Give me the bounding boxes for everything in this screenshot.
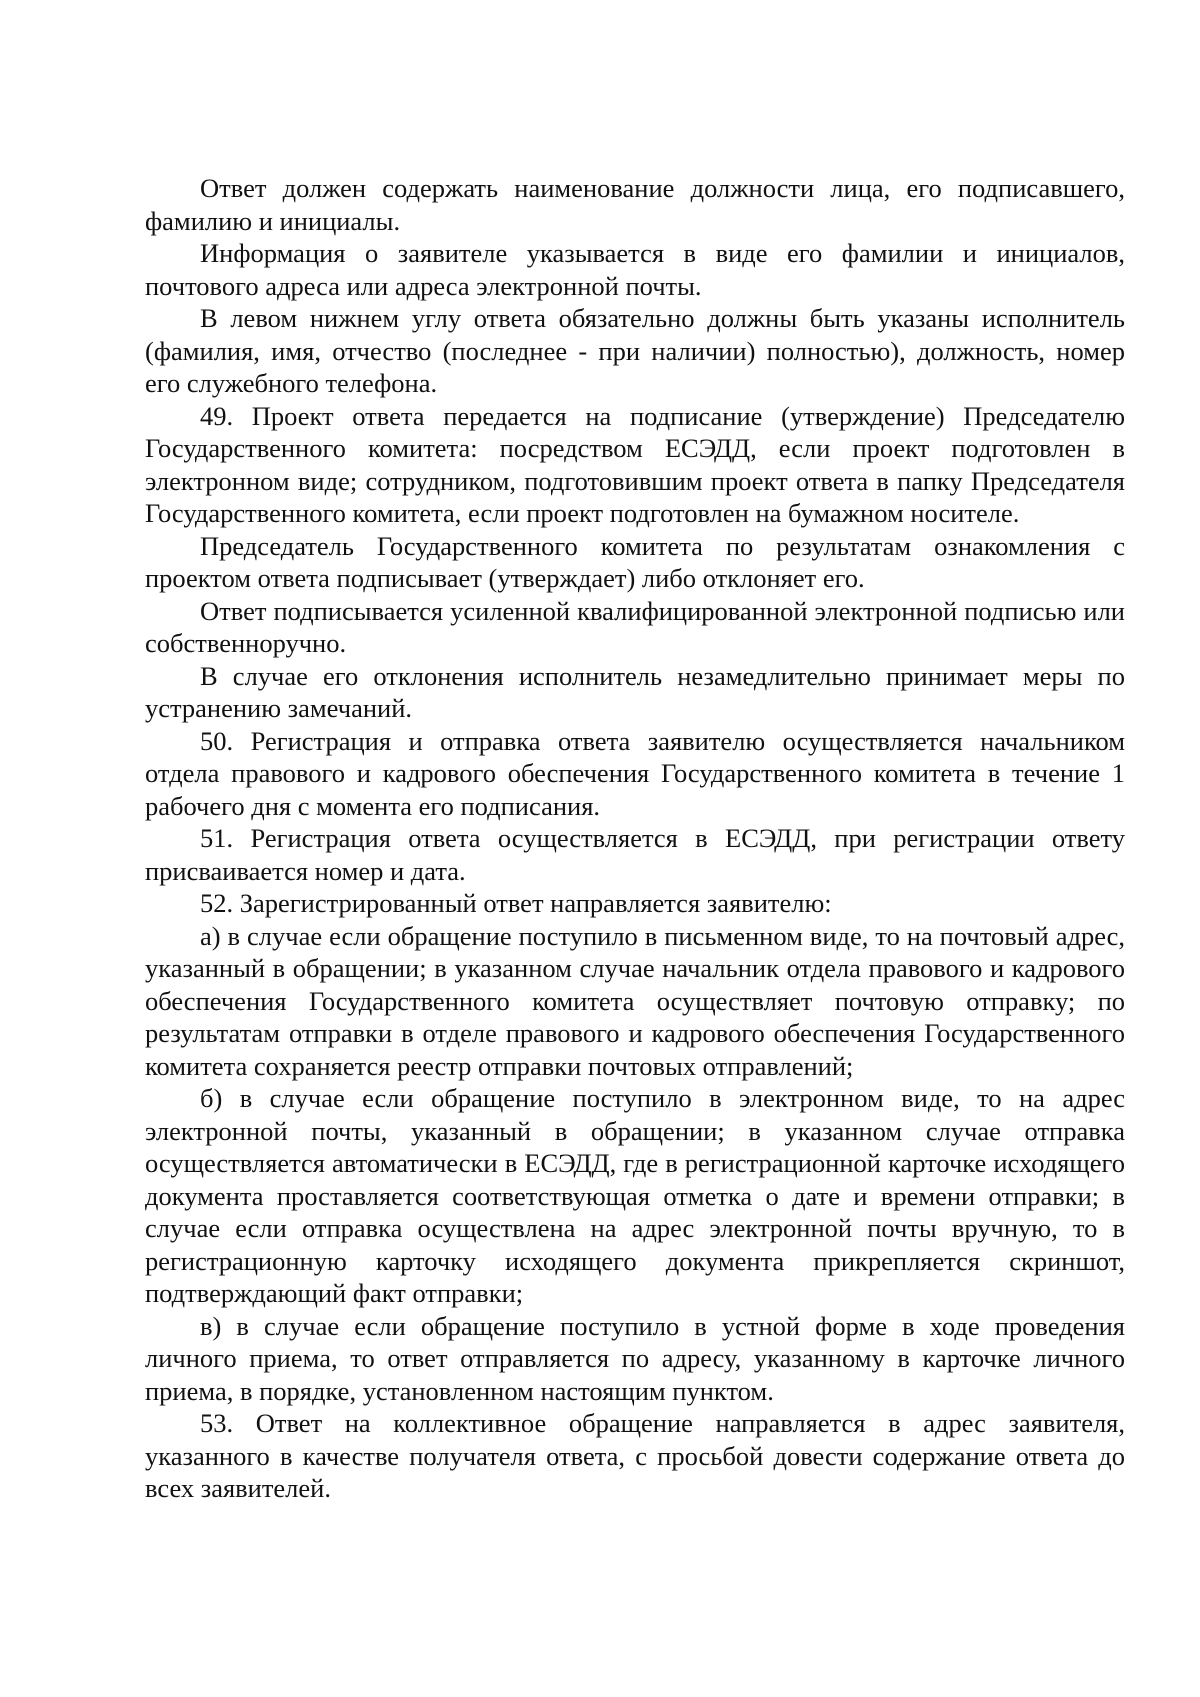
paragraph-50: 50. Регистрация и отправка ответа заявителю осуществляется начальником отдела правового и кадрового обеспечения Государственного комитета в течение 1 рабочего дня с момента его подписания. [145,725,1125,821]
document-page [145,172,1125,1505]
paragraph-53: 53. Ответ на коллективное обращение направляется в адрес заявителя, указанного в качестве получателя ответа, с просьбой довести содержание ответа до всех заявителей. [145,1408,1125,1503]
paragraph-signature-requirements: Ответ должен содержать наименование должности лица, его подписавшего, фамилию и инициалы. [145,173,1125,236]
paragraph-52: 52. Зарегистрированный ответ направляется заявителю: [200,888,832,918]
paragraph-rejection: В случае его отклонения исполнитель незамедлительно принимает меры по устранению замечаний. [145,660,1125,723]
paragraph-applicant-info: Информация о заявителе указывается в виде его фамилии и инициалов, почтового адреса или адреса электронной почты. [145,238,1125,301]
paragraph-executor-info: В левом нижнем углу ответа обязательно должны быть указаны исполнитель (фамилия, имя, отчество (последнее - при наличии) полностью), должность, номер его служебного телефона. [145,303,1125,398]
paragraph-52-b: б) в случае если обращение поступило в электронном виде, то на адрес электронной почты, указанный в обращении; в указанном случае отправка осуществляется автоматически в ЕСЭДД, где в регистрационной карточке исходящего документа проставляется соответствующая отметка о дате и времени отправки; в случае если отправка осуществлена на адрес электронной почты вручную, то в регистрационную карточку исходящего документа прикрепляется скриншот, подтверждающий факт отправки; [145,1083,1125,1308]
paragraph-52-v: в) в случае если обращение поступило в устной форме в ходе проведения личного приема, то ответ отправляется по адресу, указанному в карточке личного приема, в порядке, установленном настоящим пунктом. [145,1310,1125,1406]
paragraph-chairman-review: Председатель Государственного комитета по результатам ознакомления с проектом ответа подписывает (утверждает) либо отклоняет его. [145,530,1125,593]
paragraph-signing-method: Ответ подписывается усиленной квалифицированной электронной подписью или собственноручно. [145,595,1125,658]
paragraph-51: 51. Регистрация ответа осуществляется в ЕСЭДД, при регистрации ответу присваивается номер и дата. [145,823,1125,886]
paragraph-49: 49. Проект ответа передается на подписание (утверждение) Председателю Государственного комитета: посредством ЕСЭДД, если проект подготовлен в электронном виде; сотрудником, подготовившим проект ответа в папку Председателя Государственного комитета, если проект подготовлен на бумажном носителе. [145,400,1125,528]
paragraph-52-a: а) в случае если обращение поступило в письменном виде, то на почтовый адрес, указанный в обращении; в указанном случае начальник отдела правового и кадрового обеспечения Государственного комитета осуществляет почтовую отправку; по результатам отправки в отделе правового и кадрового обеспечения Государственного комитета сохраняется реестр отправки почтовых отправлений; [145,920,1125,1081]
